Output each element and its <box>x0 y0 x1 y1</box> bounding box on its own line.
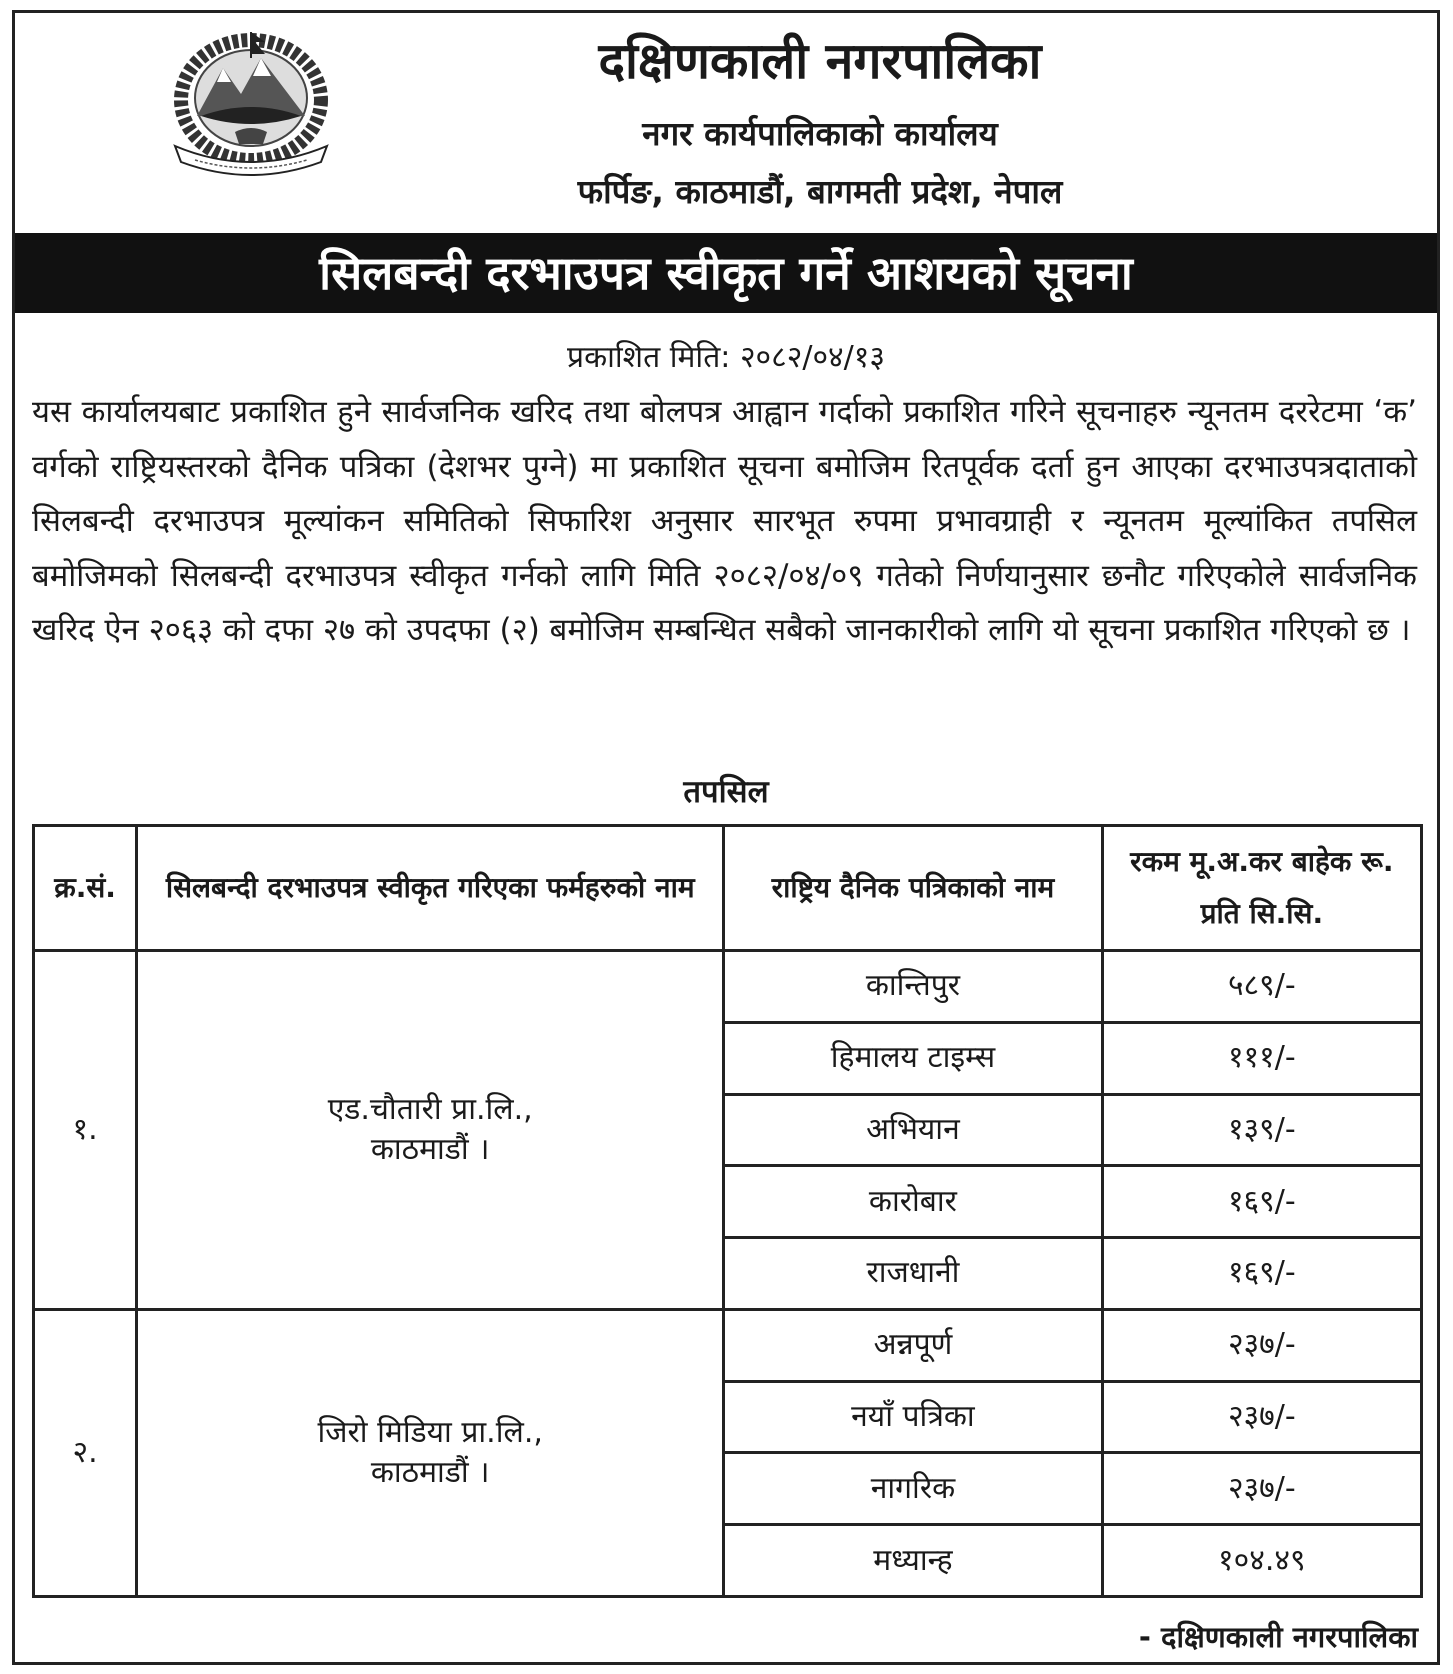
header-serial: क्र.सं. <box>34 826 137 951</box>
newspaper-cell: नागरिक <box>724 1453 1102 1525</box>
header-rate: रकम मू.अ.कर बाहेक रू. प्रति सि.सि. <box>1102 826 1421 951</box>
rate-cell: १०४.४९ <box>1102 1525 1421 1597</box>
table-row <box>34 1309 1422 1381</box>
newspaper-cell: अभियान <box>724 1094 1102 1166</box>
firm-name-cell <box>137 951 724 1310</box>
notice-body: यस कार्यालयबाट प्रकाशित हुने सार्वजनिक खरिद तथा बोलपत्र आह्वान गर्दाको प्रकाशित गरिने सूचनाहरु न्यूनतम दररेटमा ‘क’ वर्गको राष्ट्रियस्तरको दैनिक पत्रिका (देशभर पुग्ने) मा प्रकाशित सूचना बमोजिम रितपूर्वक दर्ता हुन आएका दरभाउपत्रदाताको सिलबन्दी दरभाउपत्र मूल्यांकन समितिको सिफारिश अनुसार सारभूत रुपमा प्रभावग्राही र न्यूनतम मूल्यांकित तपसिल बमोजिमको सिलबन्दी दरभाउपत्र स्वीकृत गर्नको लागि मिति २०८२/०४/०९ गतेको निर्णयानुसार छनौट गरिएकोले सार्वजनिक खरिद ऐन २०६३ को दफा २७ को उपदफा (२) बमोजिम सम्बन्धित सबैको जानकारीको लागि यो सूचना प्रकाशित गरिएको छ । <box>32 394 1417 649</box>
rate-cell: १६९/- <box>1102 1238 1421 1310</box>
firm-name-cell <box>137 1309 724 1596</box>
newspaper-cell: नयाँ पत्रिका <box>724 1381 1102 1453</box>
header-newspaper: राष्ट्रिय दैनिक पत्रिकाको नाम <box>724 826 1102 951</box>
signature: - दक्षिणकाली नगरपालिका <box>1138 1620 1418 1654</box>
office-address: फर्पिङ, काठमाडौं, बागमती प्रदेश, नेपाल <box>577 172 1063 211</box>
rate-cell: २३७/- <box>1102 1309 1421 1381</box>
serial-cell: २. <box>34 1309 137 1596</box>
newspaper-cell: हिमालय टाइम्स <box>724 1022 1102 1094</box>
notice-title: सिलबन्दी दरभाउपत्र स्वीकृत गर्ने आशयको सूचना <box>15 233 1437 313</box>
rate-cell: १६९/- <box>1102 1166 1421 1238</box>
rate-cell: २३७/- <box>1102 1453 1421 1525</box>
rate-cell: २३७/- <box>1102 1381 1421 1453</box>
table-row <box>34 951 1422 1023</box>
firm-name-line: एड.चौतारी प्रा.लि., <box>327 1091 533 1127</box>
table-header-row <box>34 826 1422 951</box>
header-firm-name: सिलबन्दी दरभाउपत्र स्वीकृत गरिएका फर्महरुको नाम <box>137 826 724 951</box>
table-title: तपसिल <box>683 774 769 810</box>
firm-name-line: जिरो मिडिया प्रा.लि., <box>317 1414 543 1450</box>
newspaper-cell: कारोबार <box>724 1166 1102 1238</box>
firm-address-line: काठमाडौं । <box>370 1131 490 1167</box>
rate-cell: ५८९/- <box>1102 951 1421 1023</box>
rate-cell: १११/- <box>1102 1022 1421 1094</box>
award-table <box>32 824 1423 1598</box>
org-name: दक्षिणकाली नगरपालिका <box>598 32 1042 90</box>
office-name: नगर कार्यपालिकाको कार्यालय <box>642 114 998 153</box>
newspaper-cell: मध्यान्ह <box>724 1525 1102 1597</box>
firm-address-line: काठमाडौं । <box>370 1454 490 1490</box>
newspaper-cell: राजधानी <box>724 1238 1102 1310</box>
serial-cell: १. <box>34 951 137 1310</box>
newspaper-cell: अन्नपूर्ण <box>724 1309 1102 1381</box>
newspaper-cell: कान्तिपुर <box>724 951 1102 1023</box>
published-date: प्रकाशित मिति: २०८२/०४/१३ <box>567 340 885 375</box>
rate-cell: १३९/- <box>1102 1094 1421 1166</box>
